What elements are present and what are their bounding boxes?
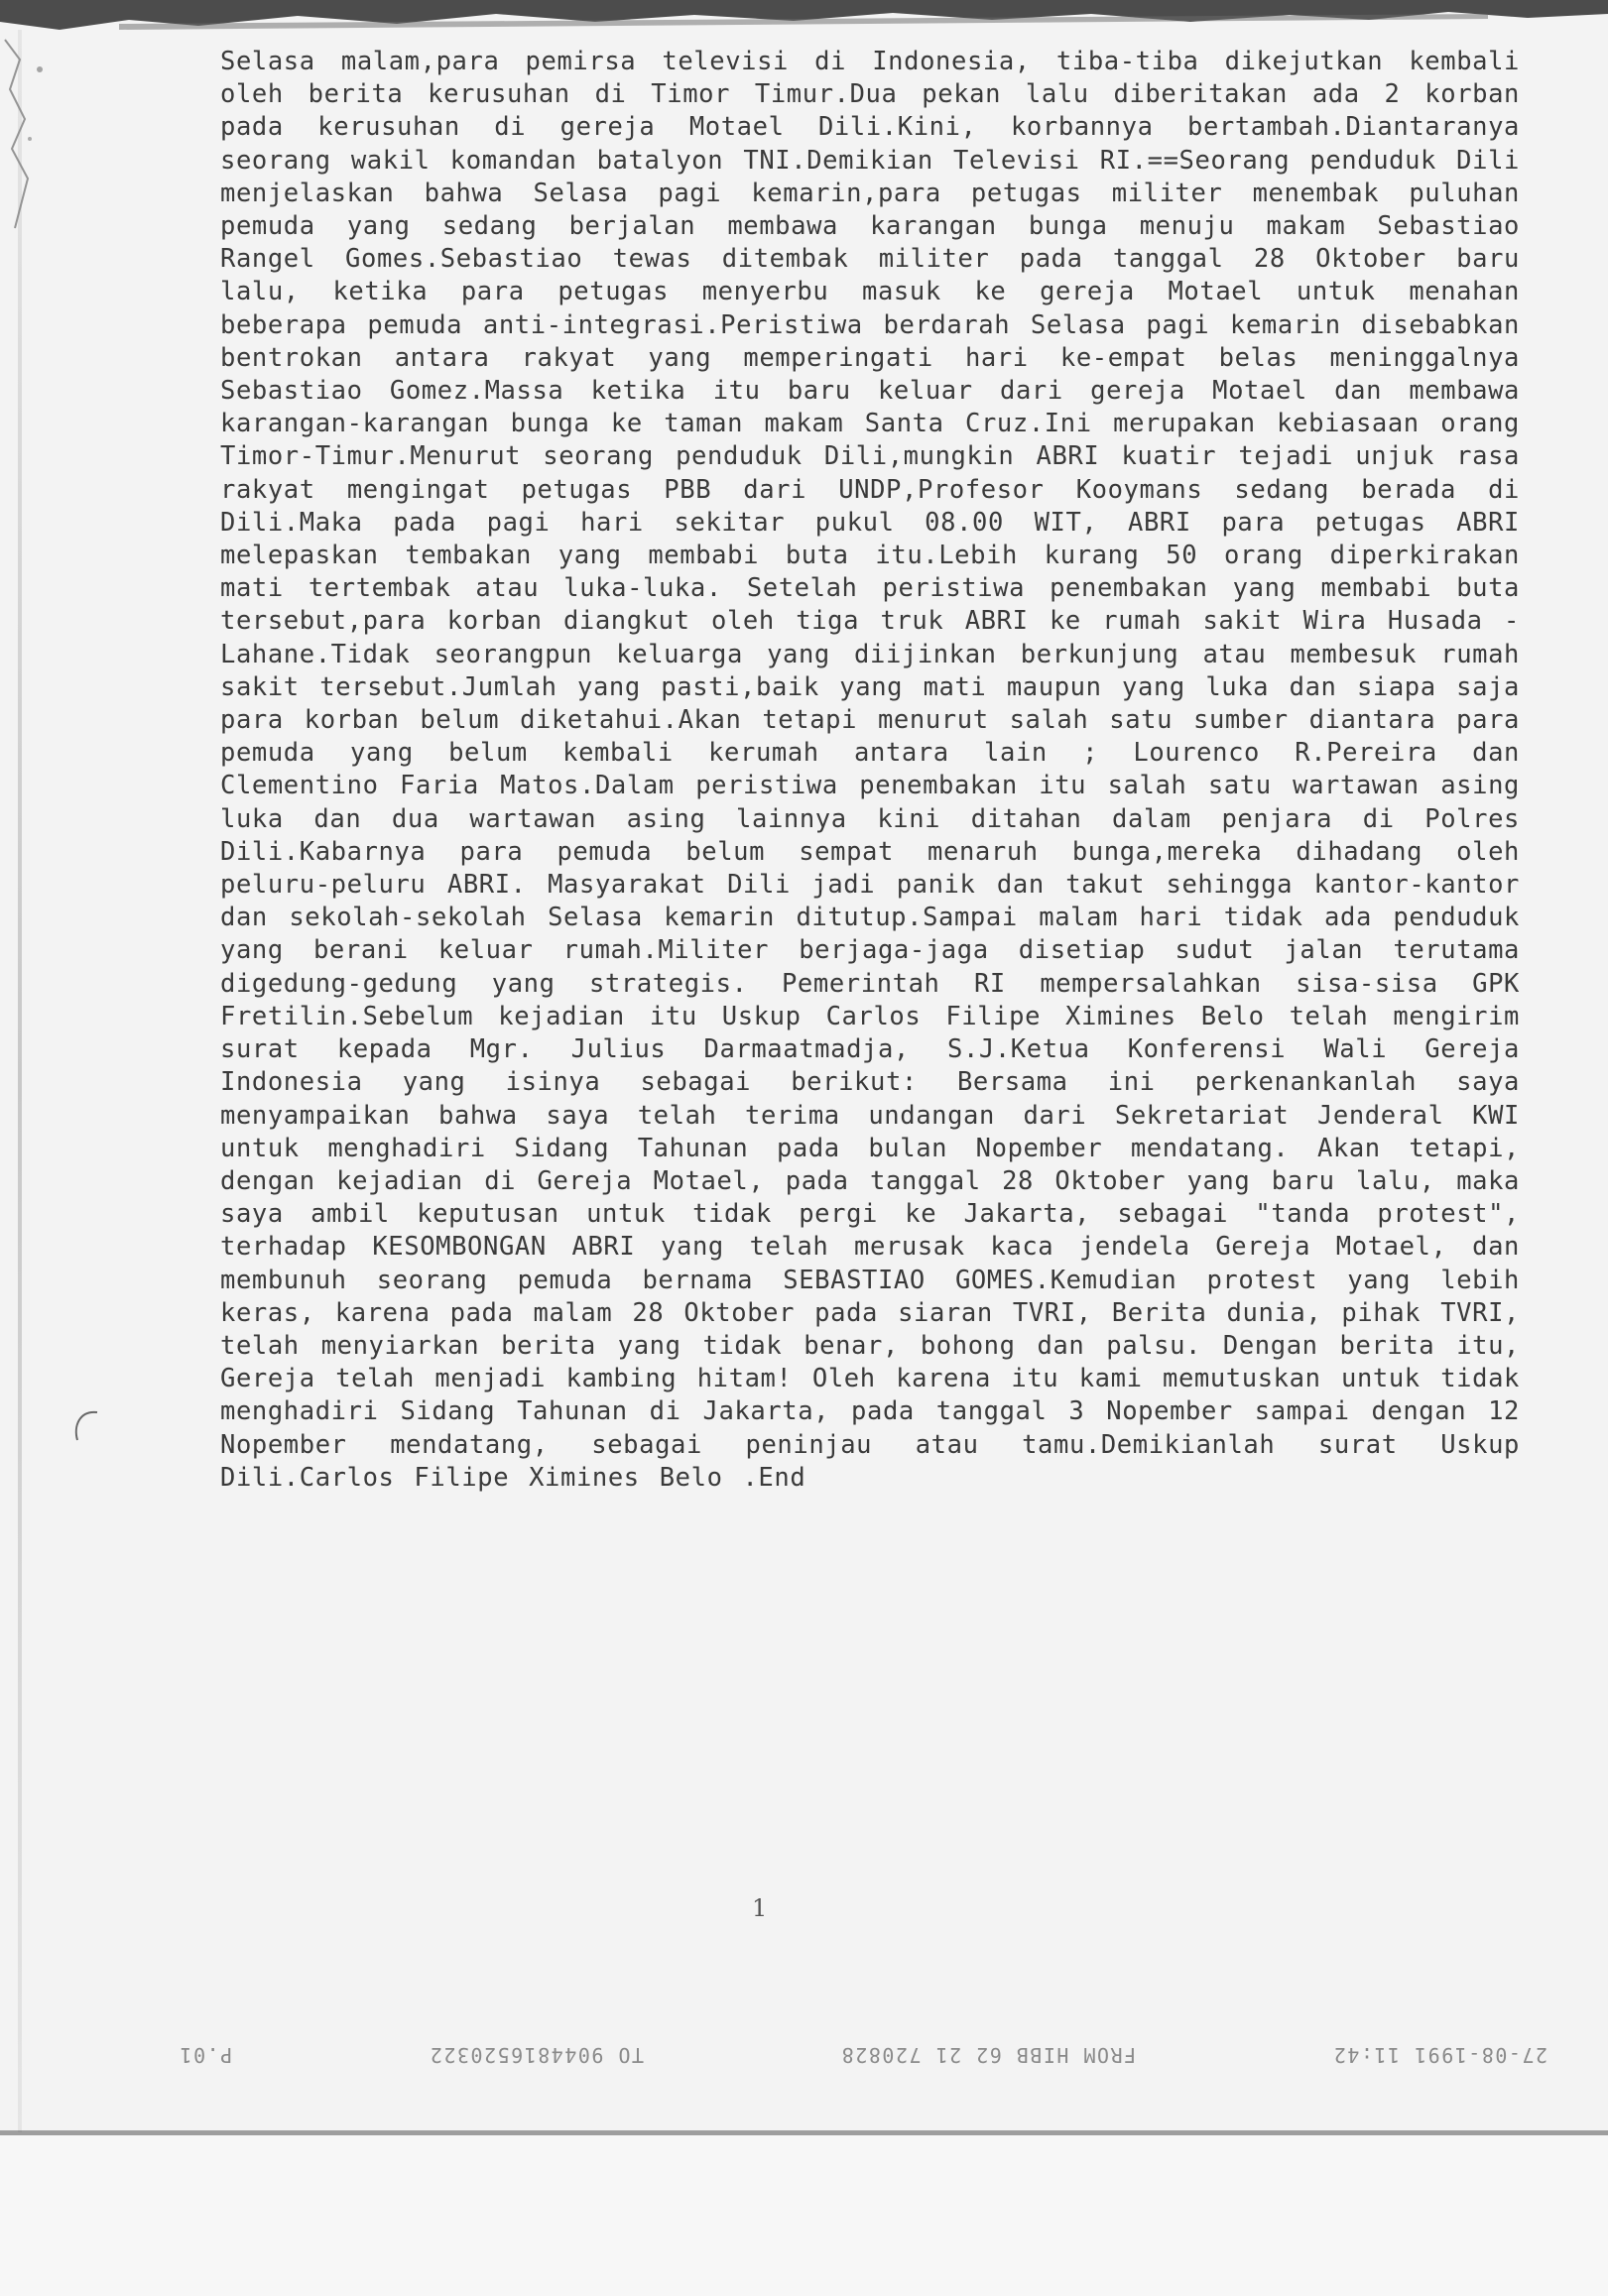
- torn-top-edge: [0, 0, 1608, 40]
- fax-from: FROM HIBB 62 21 720828: [840, 2043, 1137, 2067]
- hole-punch-mark: [67, 1406, 107, 1446]
- fax-transmission-header: [179, 2035, 1547, 2075]
- page-number: 1: [752, 1894, 768, 1922]
- fax-to: TO 9044816520322: [429, 2043, 645, 2067]
- fax-date-time: 27-08-1991 11:42: [1332, 2043, 1547, 2067]
- body-paragraph: Selasa malam,para pemirsa televisi di Indonesia, tiba-tiba dikejutkan kembali oleh berita kerusuhan di Timor Timur.Dua pekan lalu diberitakan ada 2 korban pada kerusuhan di gereja Motael Dili.Kini, korbannya bertambah.Diantaranya seorang wakil komandan batalyon TNI.Demikian Televisi RI.==Seorang penduduk Dili menjelaskan bahwa Selasa pagi kemarin,para petugas militer menembak puluhan pemuda yang sedang berjalan membawa karangan bunga menuju makam Sebastiao Rangel Gomes.Sebastiao tewas ditembak militer pada tanggal 28 Oktober baru lalu, ketika para petugas menyerbu masuk ke gereja Motael untuk menahan beberapa pemuda anti-integrasi.Peristiwa berdarah Selasa pagi kemarin disebabkan bentrokan antara rakyat yang memperingati hari ke-empat belas meninggalnya Sebastiao Gomez.Massa ketika itu baru keluar dari gereja Motael dan membawa karangan-karangan bunga ke taman makam Santa Cruz.Ini merupakan kebiasaan orang Timor-Timur.Menurut seorang penduduk Dili,mungkin ABRI kuatir tejadi unjuk rasa rakyat mengingat petugas PBB dari UNDP,Profesor Kooymans sedang berada di Dili.Maka pada pagi hari sekitar pukul 08.00 WIT, ABRI para petugas ABRI melepaskan tembakan yang membabi buta itu.Lebih kurang 50 orang diperkirakan mati tertembak atau luka-luka. Setelah peristiwa penembakan yang membabi buta tersebut,para korban diangkut oleh tiga truk ABRI ke rumah sakit Wira Husada - Lahane.Tidak seorangpun keluarga yang diijinkan berkunjung atau membesuk rumah sakit tersebut.Jumlah yang pasti,baik yang mati maupun yang luka dan siapa saja para korban belum diketahui.Akan tetapi menurut salah satu sumber diantara para pemuda yang belum kembali kerumah antara lain ; Lourenco R.Pereira dan Clementino Faria Matos.Dalam peristiwa penembakan itu salah satu wartawan asing luka dan dua wartawan asing lainnya kini ditahan dalam penjara di Polres Dili.Kabarnya para pemuda belum sempat menaruh bunga,mereka dihadang oleh peluru-peluru ABRI. Masyarakat Dili jadi panik dan takut sehingga kantor-kantor dan sekolah-sekolah Selasa kemarin ditutup.Sampai malam hari tidak ada penduduk yang berani keluar rumah.Militer berjaga-jaga disetiap sudut jalan terutama digedung-gedung yang strategis. Pemerintah RI mempersalahkan sisa-sisa GPK Fretilin.Sebelum kejadian itu Uskup Carlos Filipe Ximines Belo telah mengirim surat kepada Mgr. Julius Darmaatmadja, S.J.Ketua Konferensi Wali Gereja Indonesia yang isinya sebagai berikut: Bersama ini perkenankanlah saya menyampaikan bahwa saya telah terima undangan dari Sekretariat Jenderal KWI untuk menghadiri Sidang Tahunan pada bulan Nopember mendatang. Akan tetapi, dengan kejadian di Gereja Motael, pada tanggal 28 Oktober yang baru lalu, maka saya ambil keputusan untuk tidak pergi ke Jakarta, sebagai "tanda protest", terhadap KESOMBONGAN ABRI yang telah merusak kaca jendela Gereja Motael, dan membunuh seorang pemuda bernama SEBASTIAO GOMES.Kemudian protest yang lebih keras, karena pada malam 28 Oktober pada siaran TVRI, Berita dunia, pihak TVRI, telah menyiarkan berita yang tidak benar, bohong dan palsu. Dengan berita itu, Gereja telah menjadi kambing hitam! Oleh karena itu kami memutuskan untuk tidak menghadiri Sidang Tahunan di Jakarta, pada tanggal 3 Nopember sampai dengan 12 Nopember mendatang, sebagai peninjau atau tamu.Demikianlah surat Uskup Dili.Carlos Filipe Ximines Belo .End: [220, 47, 1520, 1493]
- scanner-background: [0, 2135, 1608, 2296]
- left-margin-marks: [0, 30, 60, 258]
- left-shadow: [18, 30, 22, 2132]
- fax-page: P.01: [179, 2043, 233, 2067]
